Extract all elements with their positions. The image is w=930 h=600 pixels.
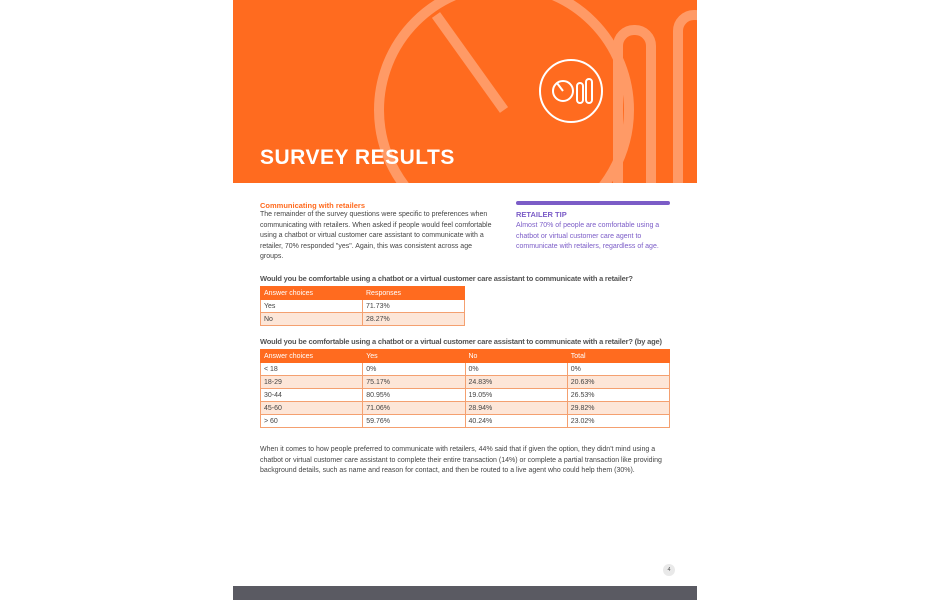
page-number: 4 <box>663 564 675 576</box>
table-header-cell: No <box>465 350 567 363</box>
table-cell: 29.82% <box>567 402 669 415</box>
table-header-cell: Yes <box>363 350 465 363</box>
table2-question: Would you be comfortable using a chatbot or a virtual customer care assistant to communicate with a retailer? (by age) <box>260 337 662 346</box>
header-banner <box>233 0 697 183</box>
table-cell: 28.94% <box>465 402 567 415</box>
table-cell: 71.06% <box>363 402 465 415</box>
tip-heading: RETAILER TIP <box>516 210 567 219</box>
table-row <box>261 415 670 428</box>
tip-divider <box>516 201 670 205</box>
table-cell: 0% <box>465 363 567 376</box>
table-cell: 30-44 <box>261 389 363 402</box>
document-page <box>233 0 697 600</box>
table-row <box>261 300 465 313</box>
age-table <box>260 349 670 428</box>
responses-table <box>260 286 465 326</box>
footer-bar <box>233 586 697 600</box>
tip-text: Almost 70% of people are comfortable using a chatbot or virtual customer care agent to communicate with retailers, regardless of age. <box>516 222 660 250</box>
table-cell: > 60 <box>261 415 363 428</box>
table-cell: No <box>261 313 363 326</box>
table-cell: 24.83% <box>465 376 567 389</box>
chart-icon <box>538 58 604 124</box>
table-cell: 45-60 <box>261 402 363 415</box>
table-row <box>261 402 670 415</box>
table-cell: 20.63% <box>567 376 669 389</box>
closing-paragraph: When it comes to how people preferred to communicate with retailers, 44% said that if given the option, they didn't mind using a chatbot or virtual customer care assistant to complete their entire transaction (14%) or complete a partial transaction like providing background details, such as name and reason for contact, and then be routed to a live agent who could help them (30%). <box>260 446 662 474</box>
table-header-cell: Answer choices <box>261 287 363 300</box>
table-cell: 18-29 <box>261 376 363 389</box>
table-row <box>261 363 670 376</box>
table-cell: 19.05% <box>465 389 567 402</box>
table-header-row <box>261 350 670 363</box>
table-row <box>261 313 465 326</box>
section-heading: Communicating with retailers <box>260 201 366 210</box>
table-header-cell: Answer choices <box>261 350 363 363</box>
table-cell: 0% <box>567 363 669 376</box>
page-title: SURVEY RESULTS <box>260 146 455 169</box>
table-cell: 23.02% <box>567 415 669 428</box>
table-cell: 80.95% <box>363 389 465 402</box>
table-cell: 75.17% <box>363 376 465 389</box>
table-row <box>261 376 670 389</box>
table-cell: 28.27% <box>363 313 465 326</box>
table1-question: Would you be comfortable using a chatbot or a virtual customer care assistant to communicate with a retailer? <box>260 274 633 283</box>
intro-paragraph: The remainder of the survey questions were specific to preferences when communicating with retailers. When asked if people would feel comfortable using a chatbot or virtual customer care assistant to communicate with a retailer, 70% responded "yes". Again, this was consistent across age groups. <box>260 211 492 260</box>
table-cell: 0% <box>363 363 465 376</box>
table-header-cell: Total <box>567 350 669 363</box>
table-header-row <box>261 287 465 300</box>
table-cell: 26.53% <box>567 389 669 402</box>
table-cell: 71.73% <box>363 300 465 313</box>
table-cell: Yes <box>261 300 363 313</box>
table-cell: 40.24% <box>465 415 567 428</box>
table-cell: 59.76% <box>363 415 465 428</box>
table-header-cell: Responses <box>363 287 465 300</box>
table-row <box>261 389 670 402</box>
table-cell: < 18 <box>261 363 363 376</box>
